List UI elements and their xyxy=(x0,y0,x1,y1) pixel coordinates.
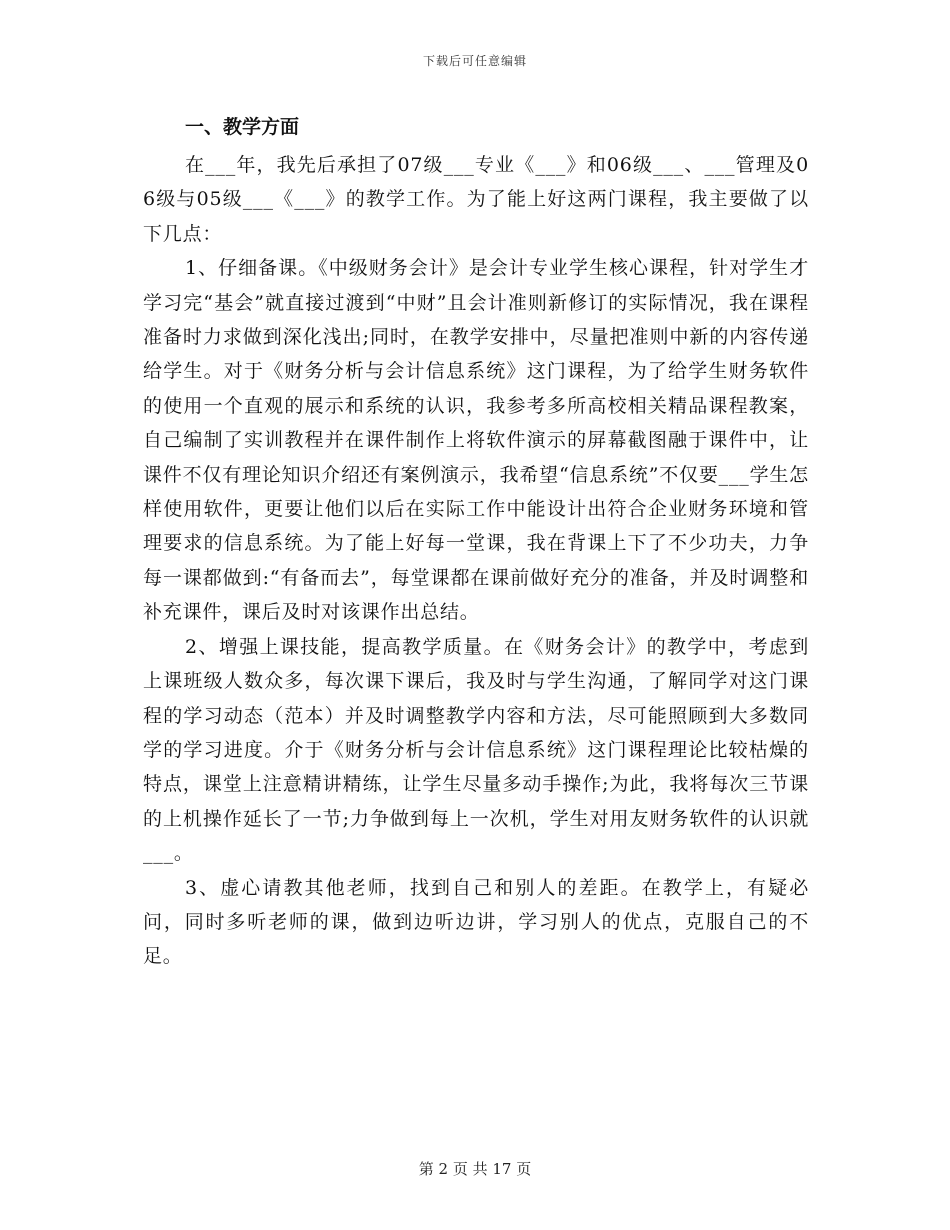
paragraph-line: 作上将软件演示的屏幕截图融于课件中，让课件不仅有理论知识介绍 xyxy=(143,429,810,486)
paragraph-line: 能照顾到大多数同学的学习进度。介于《财务分析与会计信息系统》 xyxy=(143,704,809,761)
paragraph-line: 上一次机，学生对用友财务软件的认识就___。 xyxy=(143,807,810,865)
paragraph-item-3 xyxy=(143,871,809,974)
paragraph-line: 这门课程理论比较枯燥的特点，课堂上注意精讲精练，让学生尽量多 xyxy=(143,738,809,796)
paragraph-line: 调整和补充课件，课后及时对该课作出总结。 xyxy=(143,566,809,624)
header-note: 下载后可任意编辑 xyxy=(422,54,527,68)
paragraph-line: 学对这门课程的学习动态（范本）并及时调整教学内容和方法，尽可 xyxy=(143,670,809,727)
paragraph-line: 1、仔细备课。《中级财务会计》是会计专业学生核心课程，针对 xyxy=(185,257,750,280)
paragraph-line: 虑到上课班级人数众多，每次课下课后，我及时与学生沟通，了解同 xyxy=(143,635,809,693)
paragraph-line: 要让他们以后在实际工作中能设计出符合企业财务环境和管理要求的 xyxy=(143,498,809,555)
section-title: 一、教学方面 xyxy=(185,116,300,138)
paragraph-line: 主要做了以下几点： xyxy=(143,188,809,245)
paragraph-line: 2、增强上课技能，提高教学质量。在《财务会计》的教学中，考 xyxy=(185,635,769,658)
paragraph-line: 必问，同时多听老师的课，做到边听边讲，学习别人的优点，克服自 xyxy=(143,876,809,933)
paragraph-line: 己的不足。 xyxy=(143,910,810,968)
paragraph-line: 量把准则中新的内容传递给学生。对于《财务分析与会计信息系统》 xyxy=(143,326,809,383)
paragraph-line: 还有案例演示，我希望“信息系统”不仅要___学生怎样使用软件，更 xyxy=(143,463,809,521)
paragraph-line: 理及06级与05级___《___》的教学工作。为了能上好这两门课程，我 xyxy=(143,154,809,211)
document-body xyxy=(143,110,809,974)
paragraph-line: 际情况，我在课程准备时力求做到深化浅出;同时，在教学安排中，尽 xyxy=(143,291,809,349)
paragraph-line: 一课都做到:“有备而去”，每堂课都在课前做好充分的准备，并及时 xyxy=(162,566,750,589)
page-number: 第 2 页 共 17 页 xyxy=(418,1160,532,1178)
paragraph-item-1 xyxy=(143,251,809,629)
paragraph-line: 3、虚心请教其他老师，找到自己和别人的差距。在教学上，有疑 xyxy=(185,876,790,899)
paragraph-line: 我参考多所高校相关精品课程教案，自己编制了实训教程并在课件制 xyxy=(143,394,809,452)
paragraph-item-2 xyxy=(143,630,809,871)
paragraph-intro xyxy=(143,148,809,251)
paragraph-line: 在___年，我先后承担了07级___专业《___》和06级___、___管 xyxy=(185,154,756,176)
paragraph-line: 信息系统。为了能上好每一堂课，我在背课上下了不少功夫，力争每 xyxy=(143,532,810,589)
paragraph-line: 学生才学习完“基会”就直接过渡到“中财”且会计准则新修订的实 xyxy=(143,257,809,314)
paragraph-line: 动手操作;为此，我将每次三节课的上机操作延长了一节;力争做到每 xyxy=(143,773,810,830)
paragraph-line: 这门课程，为了给学生财务软件的使用一个直观的展示和系统的认识， xyxy=(143,360,810,417)
